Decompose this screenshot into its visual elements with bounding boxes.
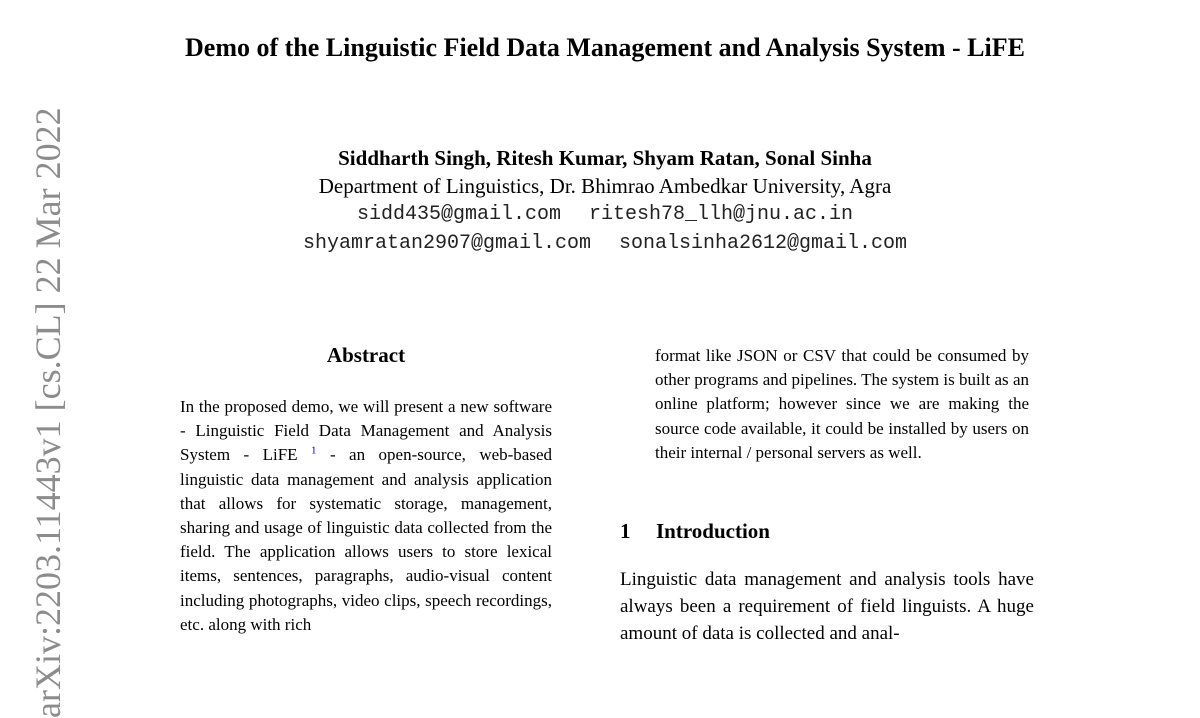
paper-title: Demo of the Linguistic Field Data Management and Analysis System - LiFE bbox=[185, 33, 1025, 62]
footnote-link[interactable]: 1 bbox=[311, 444, 317, 457]
email-address: sonalsinha2612@gmail.com bbox=[619, 232, 908, 255]
abstract-heading: Abstract bbox=[326, 343, 406, 367]
email-row-1 bbox=[150, 202, 1060, 228]
section-heading-introduction bbox=[620, 518, 1040, 544]
arxiv-stamp: arXiv:2203.11443v1 [cs.CL] 22 Mar 2022 bbox=[28, 107, 68, 718]
abstract-continuation: format like JSON or CSV that could be consumed by other programs and pipelines. The system is built as an online platform; however since we are making the source code available, it could be installed by users on their internal / personal servers as well. bbox=[655, 346, 1029, 462]
introduction-body: Linguistic data management and analysis tools have always been a requirement of field linguists. A huge amount of data is collected and anal- bbox=[620, 569, 1034, 644]
email-address: shyamratan2907@gmail.com bbox=[302, 232, 591, 255]
email-address: ritesh78_llh@jnu.ac.in bbox=[589, 203, 854, 226]
arxiv-stamp-margin bbox=[28, 107, 72, 718]
abstract-body bbox=[180, 395, 552, 637]
affiliation: Department of Linguistics, Dr. Bhimrao Ambedkar University, Agra bbox=[318, 174, 892, 198]
email-address: sidd435@gmail.com bbox=[356, 203, 561, 226]
email-row-2 bbox=[150, 231, 1060, 257]
abstract-text-continued: - an open-source, web-based linguistic data management and analysis application that allows for systematic storage, management, sharing and usage of linguistic data collected from the field. The application allows users to store lexical items, sentences, paragraphs, audio-visual content including photographs, video clips, speech recordings, etc. along with rich bbox=[180, 445, 553, 634]
section-title: Introduction bbox=[656, 519, 770, 543]
abstract-text: In the proposed demo, we will present a new software - Linguistic Field Data Management and Analysis System - LiFE bbox=[180, 397, 552, 465]
section-number: 1 bbox=[620, 519, 631, 543]
author-list: Siddharth Singh, Ritesh Kumar, Shyam Ratan, Sonal Sinha bbox=[338, 146, 872, 170]
